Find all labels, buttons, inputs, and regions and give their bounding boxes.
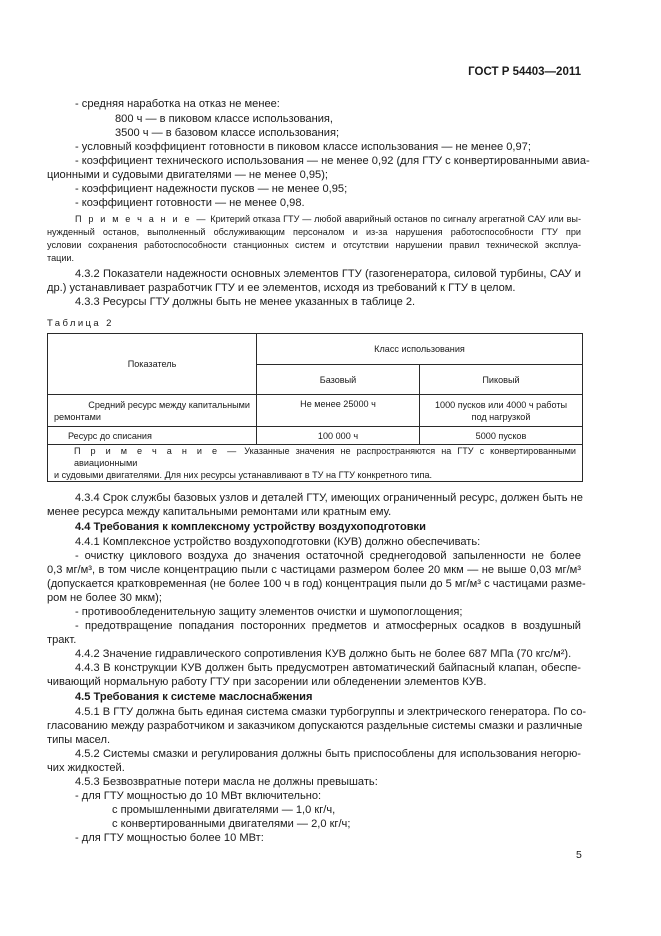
paragraph-line: 0,3 мг/м³, в том числе концентрацию пыли с частицами размером более 20 мкм — не выше 0,03 мг/м³ <box>47 564 581 576</box>
paragraph-line: - противообледенительную защиту элементов очистки и шумопоглощения; <box>75 606 463 618</box>
note-line: нужденный останов, выполненный обслуживающим персоналом и из-за нарушения работоспособности ГТУ при <box>47 227 581 237</box>
table-cell: 5000 пусков <box>420 427 583 445</box>
list-item: ционными и судовыми двигателями — не менее 0,95); <box>47 169 328 181</box>
paragraph-line: 4.3.4 Срок службы базовых узлов и деталей ГТУ, имеющих ограниченный ресурс, должен быть не <box>75 492 583 504</box>
standard-header: ГОСТ Р 54403—2011 <box>468 66 581 78</box>
list-item: - условный коэффициент готовности в пиковом классе использования — не менее 0,97; <box>75 141 531 153</box>
paragraph-line: 4.3.3 Ресурсы ГТУ должны быть не менее указанных в таблице 2. <box>75 296 416 308</box>
paragraph-line: типы масел. <box>47 734 111 746</box>
header-base: Базовый <box>257 365 420 395</box>
table-caption: Таблица 2 <box>47 318 114 329</box>
table-cell: 100 000 ч <box>257 427 420 445</box>
resources-table <box>47 333 583 482</box>
list-item: с конвертированными двигателями — 2,0 кг/ч; <box>112 818 351 830</box>
note-label: П р и м е ч а н и е — <box>75 214 208 224</box>
paragraph-line: 4.3.2 Показатели надежности основных элементов ГТУ (газогенератора, силовой турбины, САУ и <box>75 268 581 280</box>
paragraph-line: гласованию между разработчиком и заказчиком допускаются раздельные системы смазки и различные <box>47 720 583 732</box>
header-class: Класс использования <box>257 334 583 365</box>
list-item: с промышленными двигателями — 1,0 кг/ч, <box>112 804 336 816</box>
paragraph-line: др.) устанавливает разработчик ГТУ и ее элементов, исходя из требований к ГТУ в целом. <box>47 282 516 294</box>
header-indicator: Показатель <box>48 334 257 395</box>
note-line: тации. <box>47 253 75 263</box>
paragraph-line: ром не более 30 мкм); <box>47 592 162 604</box>
paragraph-line: менее ресурса между капитальными ремонтами или кратным ему. <box>47 506 392 518</box>
table-cell: Средний ресурс между капитальными ремонтами <box>48 395 257 427</box>
paragraph-line: 4.4.3 В конструкции КУВ должен быть предусмотрен автоматический байпасный клапан, обеспе- <box>75 662 581 674</box>
header-peak: Пиковый <box>420 365 583 395</box>
table-note: П р и м е ч а н и е — Указанные значения не распространяются на ГТУ с конвертированными авиационными и судовыми двигателями. Для них ресурсы устанавливают в ТУ на ГТУ конкретного типа. <box>48 445 583 482</box>
note-label: П р и м е ч а н и е — <box>74 446 239 456</box>
page-number: 5 <box>576 849 582 861</box>
paragraph-line: 4.5.2 Системы смазки и регулирования должны быть приспособлены для использования негорю- <box>75 748 581 760</box>
note-line: П р и м е ч а н и е — Критерий отказа ГТУ — любой аварийный останов по сигналу агрегатной САУ или вы- <box>75 214 581 224</box>
list-item: - коэффициент технического использования — не менее 0,92 (для ГТУ с конвертированными авиа- <box>75 155 590 167</box>
paragraph-line: 4.4.2 Значение гидравлического сопротивления КУВ должно быть не более 687 МПа (70 кгс/м²). <box>75 648 572 660</box>
list-item: - для ГТУ мощностью более 10 МВт: <box>75 832 264 844</box>
section-heading: 4.4 Требования к комплексному устройству воздухоподготовки <box>75 521 426 533</box>
list-item: - коэффициент готовности — не менее 0,98. <box>75 197 305 209</box>
paragraph-line: (допускается кратковременная (не более 100 ч в год) концентрация пыли до 5 мг/м³ с частицами разме- <box>47 578 586 590</box>
table-cell: Ресурс до списания <box>48 427 257 445</box>
note-line: условии сохранения работоспособности станционных систем и отсутствии нарушении правил технической эксплуа- <box>47 240 581 250</box>
paragraph-line: чивающий нормальную работу ГТУ при засорении или обледенении элементов КУВ. <box>47 676 487 688</box>
list-item: 3500 ч — в базовом классе использования; <box>115 127 340 139</box>
paragraph-line: чих жидкостей. <box>47 762 125 774</box>
list-item: - коэффициент надежности пусков — не менее 0,95; <box>75 183 348 195</box>
list-item: - средняя наработка на отказ не менее: <box>75 98 280 110</box>
paragraph-line: - очистку циклового воздуха до значения остаточной среднегодовой запыленности не более <box>75 550 581 562</box>
paragraph-line: 4.4.1 Комплексное устройство воздухоподготовки (КУВ) должно обеспечивать: <box>75 536 481 548</box>
paragraph-line: тракт. <box>47 634 77 646</box>
section-heading: 4.5 Требования к системе маслоснабжения <box>75 691 313 703</box>
list-item: 800 ч — в пиковом классе использования, <box>115 113 333 125</box>
table-cell: 1000 пусков или 4000 ч работы под нагрузкой <box>420 395 583 427</box>
paragraph-line: 4.5.1 В ГТУ должна быть единая система смазки турбогруппы и электрического генератора. По со- <box>75 706 587 718</box>
list-item: - для ГТУ мощностью до 10 МВт включительно: <box>75 790 322 802</box>
paragraph-line: - предотвращение попадания посторонних предметов и атмосферных осадков в воздушный <box>75 620 581 632</box>
paragraph-line: 4.5.3 Безвозвратные потери масла не должны превышать: <box>75 776 378 788</box>
table-cell: Не менее 25000 ч <box>257 395 420 427</box>
